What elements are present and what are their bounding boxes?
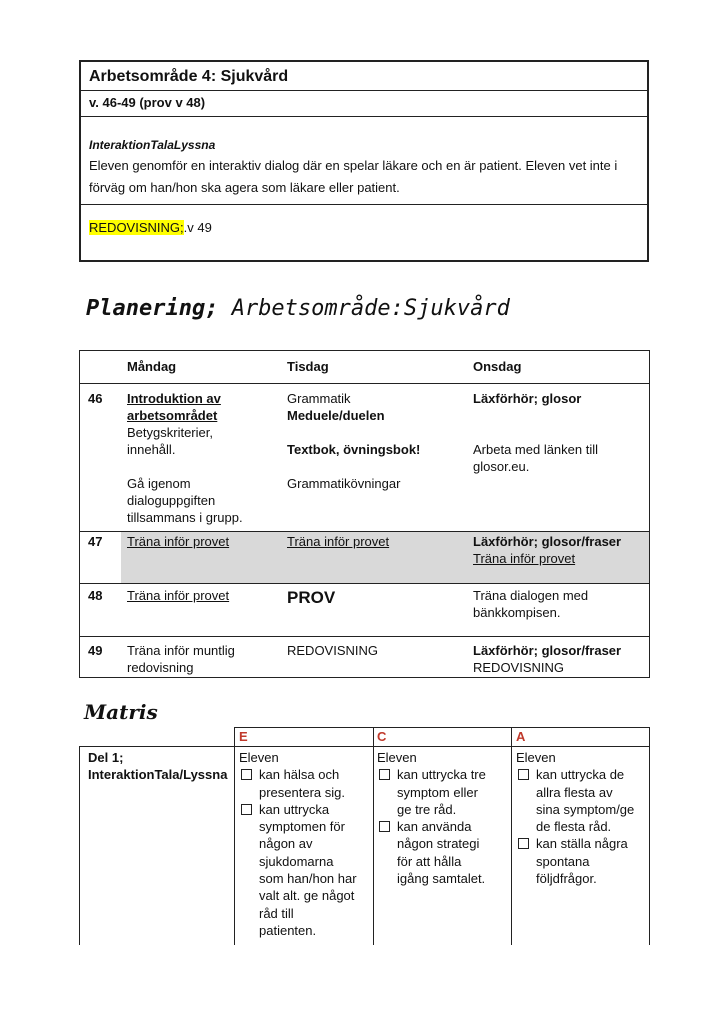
- row-line: [234, 727, 649, 728]
- redovisning-highlight: REDOVISNING;: [89, 220, 184, 235]
- planering-title-rest: Arbetsområde:Sjukvård: [218, 296, 510, 321]
- row-line: [79, 746, 649, 747]
- divider: [81, 204, 647, 205]
- week-number: 47: [88, 534, 103, 549]
- cell-line: [127, 458, 243, 475]
- planning-table: [79, 350, 649, 678]
- cell-intro: Eleven: [377, 750, 417, 765]
- criterion-item: [377, 766, 509, 818]
- cell-line: Grammatik: [287, 391, 351, 406]
- cell-line: de flesta råd.: [536, 819, 612, 835]
- cell-line: kan uttrycka de: [536, 767, 625, 783]
- tuesday-cell: Träna inför provet: [287, 534, 390, 549]
- cell-line: Arbeta med länken till: [473, 442, 599, 457]
- row-line: [79, 677, 649, 678]
- row-line: [79, 383, 649, 384]
- cell-line: bänkkompisen.: [473, 605, 561, 620]
- grade-c-header: C: [377, 729, 387, 744]
- monday-cell: Träna inför provet: [127, 588, 230, 603]
- checkbox-icon: [241, 804, 252, 815]
- cell-line: kan använda: [397, 819, 472, 835]
- redovisning-week: .v 49: [183, 220, 212, 235]
- cell-line: Meduele/duelen: [287, 408, 385, 423]
- col-line: [511, 727, 512, 945]
- cell-line: glosor.eu.: [473, 459, 530, 474]
- col-line: [373, 727, 374, 945]
- cell-line: innehåll.: [127, 442, 176, 457]
- cell-line: kan uttrycka: [259, 801, 330, 817]
- cell-line: allra flesta av: [536, 784, 613, 800]
- row-label: [88, 749, 227, 784]
- checkbox-icon: [379, 821, 390, 832]
- cell-line: som han/hon har: [259, 871, 357, 887]
- col-header-tuesday: Tisdag: [287, 359, 329, 374]
- cell-line: någon strategi: [397, 836, 480, 852]
- tuesday-cell: REDOVISNING: [287, 643, 379, 658]
- row-label-line: InteraktionTala/Lyssna: [88, 767, 228, 783]
- cell-line: någon av: [259, 836, 313, 852]
- week-number: 46: [88, 391, 103, 406]
- cell-line: dialoguppgiften: [127, 493, 216, 508]
- criterion-item: [516, 835, 648, 887]
- grade-a-header: A: [516, 729, 526, 744]
- criterion-item: [239, 766, 371, 801]
- cell-line: Läxförhör; glosor/fraser: [473, 643, 622, 658]
- col-header-wednesday: Onsdag: [473, 359, 522, 374]
- cell-line: REDOVISNING: [473, 660, 565, 675]
- row-line: [79, 636, 649, 637]
- cell-line: Betygskriterier,: [127, 425, 213, 440]
- cell-line: symptomen för: [259, 819, 345, 835]
- cell-line: råd till: [259, 905, 294, 921]
- wednesday-cell: [473, 390, 598, 475]
- cell-line: Introduktion av: [127, 391, 221, 406]
- cell-line: [473, 424, 598, 441]
- cell-line: Läxförhör; glosor/fraser: [473, 534, 622, 549]
- cell-line: sjukdomarna: [259, 853, 334, 869]
- cell-line: igång samtalet.: [397, 871, 486, 887]
- row-line: [79, 350, 649, 351]
- cell-line: [287, 458, 420, 475]
- cell-line: [473, 407, 598, 424]
- cell-line: valt alt. ge något: [259, 888, 355, 904]
- planering-title-bold: Planering;: [86, 296, 219, 321]
- matris-title: Matris: [84, 700, 158, 724]
- weeks-label: v. 46-49 (prov v 48): [89, 95, 206, 110]
- week-number: 48: [88, 588, 103, 603]
- cell-line: Läxförhör; glosor: [473, 391, 582, 406]
- matris-table: [79, 727, 649, 945]
- cell-line: redovisning: [127, 660, 194, 675]
- divider: [81, 116, 647, 117]
- checkbox-icon: [518, 838, 529, 849]
- week-number: 49: [88, 643, 103, 658]
- wednesday-cell: [473, 642, 621, 676]
- col-line: [79, 350, 80, 678]
- col-line: [234, 727, 235, 945]
- cell-intro: Eleven: [516, 750, 556, 765]
- area-title: Arbetsområde 4: Sjukvård: [89, 68, 289, 85]
- cell-intro: Eleven: [239, 750, 279, 765]
- cell-line: Textbok, övningsbok!: [287, 442, 421, 457]
- row-line: [79, 531, 649, 532]
- col-line: [649, 350, 650, 678]
- cell-line: Träna inför muntlig: [127, 643, 235, 658]
- col-line: [79, 746, 80, 945]
- skill-label: InteraktionTalaLyssna: [89, 138, 216, 152]
- wednesday-cell: [473, 533, 621, 567]
- cell-line: kan uttrycka tre: [397, 767, 486, 783]
- cell-line: spontana: [536, 853, 590, 869]
- assignment-info-box: [79, 60, 649, 262]
- cell-line: ge tre råd.: [397, 801, 457, 817]
- grade-e-header: E: [239, 729, 248, 744]
- cell-line: följdfrågor.: [536, 871, 597, 887]
- grade-e-cell: [239, 749, 371, 939]
- divider: [81, 90, 647, 91]
- monday-cell: [127, 390, 243, 526]
- row-line: [79, 583, 649, 584]
- description-line: förväg om han/hon ska agera som läkare eller patient.: [89, 180, 400, 195]
- description-line: Eleven genomför en interaktiv dialog där en spelar läkare och en är patient. Eleven vet inte i: [89, 158, 618, 173]
- col-line: [649, 727, 650, 945]
- grade-c-cell: [377, 749, 509, 887]
- monday-cell: Träna inför provet: [127, 534, 230, 549]
- cell-line: Grammatikövningar: [287, 476, 401, 491]
- criterion-item: [377, 818, 509, 887]
- cell-line: patienten.: [259, 922, 317, 938]
- cell-line: Träna dialogen med: [473, 588, 589, 603]
- monday-cell: [127, 642, 235, 676]
- cell-line: arbetsområdet: [127, 408, 218, 423]
- cell-line: symptom eller: [397, 784, 478, 800]
- planering-title: [86, 296, 510, 321]
- cell-line: sina symptom/ge: [536, 801, 635, 817]
- redovisning-line: [89, 220, 212, 235]
- cell-line: kan ställa några: [536, 836, 628, 852]
- row-label-line: Del 1;: [88, 750, 124, 765]
- checkbox-icon: [518, 769, 529, 780]
- col-header-monday: Måndag: [127, 359, 177, 374]
- cell-line: kan hälsa och: [259, 767, 340, 783]
- checkbox-icon: [379, 769, 390, 780]
- wednesday-cell: [473, 587, 588, 621]
- tuesday-cell: PROV: [287, 588, 336, 607]
- grade-a-cell: [516, 749, 648, 887]
- cell-line: för att hålla: [397, 853, 462, 869]
- cell-line: Gå igenom: [127, 476, 191, 491]
- criterion-item: [239, 801, 371, 939]
- checkbox-icon: [241, 769, 252, 780]
- cell-line: Träna inför provet: [473, 551, 576, 566]
- cell-line: tillsammans i grupp.: [127, 510, 243, 525]
- criterion-item: [516, 766, 648, 835]
- cell-line: presentera sig.: [259, 784, 345, 800]
- cell-line: [287, 424, 420, 441]
- tuesday-cell: [287, 390, 420, 492]
